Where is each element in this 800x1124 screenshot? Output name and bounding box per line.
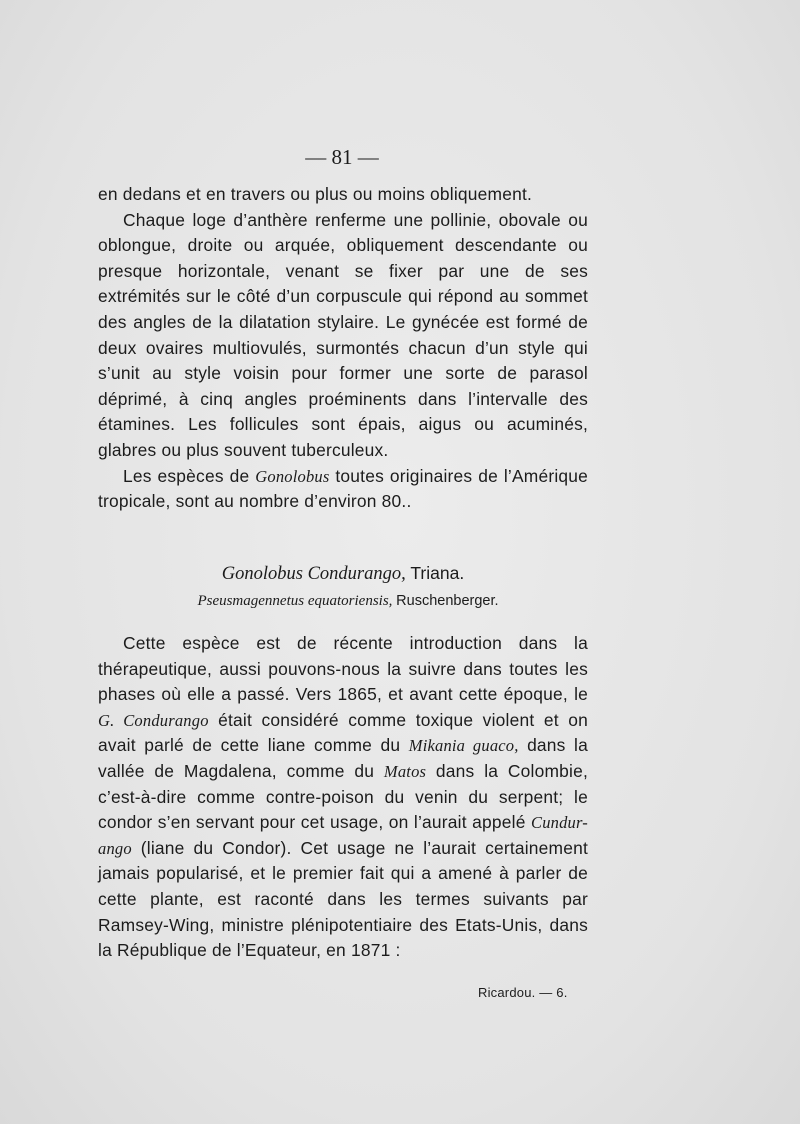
- synonym-author: Ruschenberger.: [396, 593, 499, 609]
- paragraph-continuation: en dedans et en travers ou plus ou moins obliquement.: [98, 184, 533, 204]
- paragraph-history: Cette espèce est de récente introduction dans la thérapeutique, aussi pouvons-nous la suivre dans toutes les phases où elle a passé. Vers 1865, et avant cette époque, le G. Condurango était considéré comme toxique violent et on avait parlé de cette liane comme du Mikania guaco, dans la vallée de Magdalena, comme du Matos dans la Colombie, c’est-à-dire comme contre-poison du venin du serpent; le condor s’en servant pour cet usage, on l’aurait appelé Cundur-ango (liane du Condor). Cet usage ne l’aurait certainement jamais popularisé, et le premier fait qui a amené à parler de cette plante, est raconté dans les termes suivants par Ramsey-Wing, ministre plénipotentiaire des Etats-Unis, dans la République de l’Equateur, en 1871 :: [98, 633, 588, 961]
- species-name: Gonolobus Condurango,: [221, 564, 406, 584]
- signature-mark: Ricardou. — 6.: [478, 985, 568, 1000]
- species-title: [98, 560, 588, 587]
- italic-term: Mikania guaco,: [408, 736, 519, 756]
- paragraph-species-count: Les espèces de Gonolobus toutes originaires de l’Amérique tropicale, sont au nombre d’environ 80..: [98, 465, 589, 512]
- species-heading: [98, 560, 588, 612]
- synonym-name: Pseusmagennetus equatoriensis,: [197, 593, 393, 609]
- species-author: Triana.: [410, 563, 465, 583]
- species-history: [98, 631, 588, 964]
- botanical-description: [98, 182, 588, 515]
- genus-name: Gonolobus: [255, 466, 330, 486]
- italic-term: Cundur-ango: [98, 813, 588, 858]
- italic-term: Matos: [383, 761, 427, 781]
- italic-term: G. Condurango: [98, 710, 209, 730]
- paragraph-anther: Chaque loge d’anthère renferme une pollinie, obovale ou oblongue, droite ou arquée, obliquement descendante ou presque horizontale, venant se fixer par une de ses extrémités sur le côté d’un corpuscule qui répond au sommet des angles de la dilatation stylaire. Le gynécée est formé de deux ovaires multiovulés, surmontés chacun d’un style qui s’unit au style voisin pour former une sorte de parasol déprimé, à cinq angles proéminents dans l’intervalle des étamines. Les follicules sont épais, aigus ou acuminés, glabres ou plus souvent tuberculeux.: [98, 209, 588, 460]
- page-number: — 81 —: [305, 145, 379, 169]
- species-synonym: [98, 590, 588, 612]
